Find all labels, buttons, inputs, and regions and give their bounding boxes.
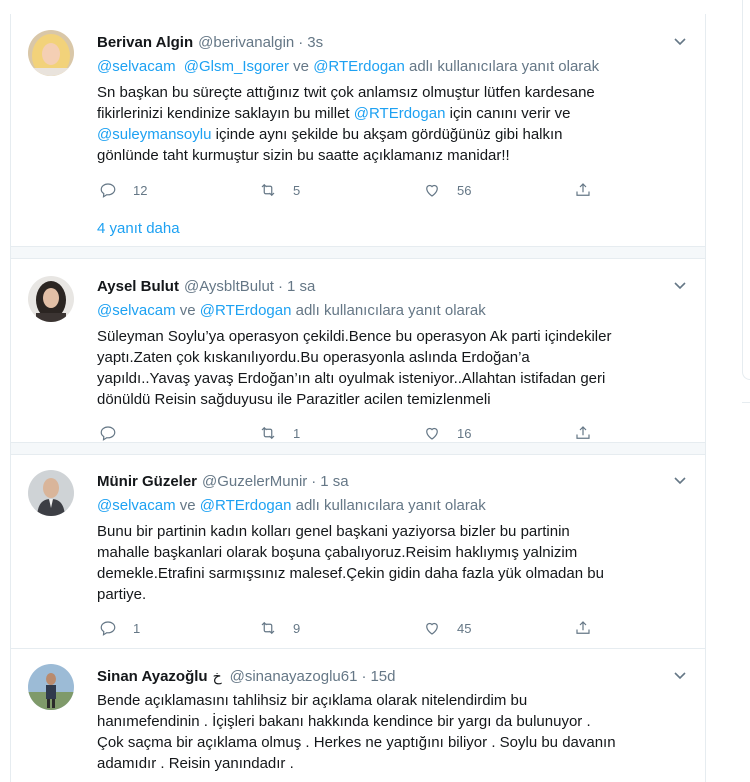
mention-link[interactable]: @selvacam [97, 58, 176, 75]
retweet-icon [259, 181, 277, 199]
retweet-icon [259, 424, 277, 442]
like-icon [423, 424, 441, 442]
chevron-down-icon[interactable] [673, 473, 687, 487]
mention-link[interactable]: @Glsm_Isgorer [183, 58, 290, 75]
chevron-down-icon[interactable] [673, 668, 687, 682]
like-icon [423, 181, 441, 199]
tweet[interactable] [11, 260, 705, 443]
user-handle[interactable]: @GuzelerMunir [202, 472, 308, 490]
mention-link[interactable]: @suleymansoylu [97, 126, 212, 143]
text-line: gönlünde taht kurmuştur sizin bu saatte açıklamanız manidar!! [97, 147, 510, 164]
right-sidebar-divider [742, 402, 750, 403]
timestamp[interactable]: 15d [370, 667, 396, 685]
retweet-button[interactable] [259, 424, 300, 442]
timestamp[interactable]: 1 sa [286, 277, 316, 295]
reply-icon [99, 424, 117, 442]
avatar[interactable] [28, 276, 74, 322]
like-count: 16 [457, 425, 472, 441]
tweet-header [97, 32, 323, 52]
share-button[interactable] [574, 424, 592, 442]
user-handle[interactable]: @sinanayazoglu61 [229, 667, 358, 685]
reply-button[interactable] [99, 181, 147, 199]
reply-icon [99, 181, 117, 199]
timeline [10, 14, 706, 782]
mention-link[interactable]: @selvacam [97, 302, 176, 319]
timestamp[interactable]: 3s [307, 33, 324, 51]
reply-button[interactable] [99, 424, 133, 442]
tweet[interactable] [11, 650, 705, 782]
retweet-button[interactable] [259, 619, 300, 637]
reply-suffix: adlı kullanıcılara yanıt olarak [291, 497, 486, 514]
share-button[interactable] [574, 181, 592, 199]
separator-dot: · [311, 472, 317, 490]
right-sidebar-panel [742, 0, 750, 380]
reply-joiner: ve [289, 58, 314, 75]
share-icon [574, 424, 592, 442]
text-segment: içinde aynı şekilde bu akşam gördüğünüz gibi halkın [211, 126, 563, 143]
avatar[interactable] [28, 664, 74, 710]
mention-link[interactable]: @RTErdogan [313, 58, 405, 75]
like-button[interactable] [423, 619, 471, 637]
separator-dot: · [298, 33, 304, 51]
mention-link[interactable]: @RTErdogan [199, 497, 292, 514]
chevron-down-icon[interactable] [673, 34, 687, 48]
reply-context [97, 57, 599, 77]
like-button[interactable] [423, 424, 471, 442]
tweet-text [97, 82, 677, 166]
reply-joiner: ve [175, 302, 200, 319]
thread-separator [11, 247, 705, 259]
reply-suffix: adlı kullanıcılara yanıt olarak [291, 302, 486, 319]
display-name[interactable]: Aysel Bulut [97, 277, 179, 295]
chevron-down-icon[interactable] [673, 278, 687, 292]
avatar[interactable] [28, 470, 74, 516]
mention-link[interactable]: @RTErdogan [199, 302, 292, 319]
tweet-text: Süleyman Soylu’ya operasyon çekildi.Bence bu operasyon Ak parti içindekiler yaptı.Zaten çok kıskanılıyordu.Bu operasyonla aslında Erdoğan’a yapıldı..Yavaş yavaş Erdoğan’ın altı oyulmak isteniyor..Allahtan istifadan geri dönüldü Reisin sağduyusu ile Parazitler acilen temizlenmeli [97, 328, 612, 408]
avatar[interactable] [28, 30, 74, 76]
reply-suffix: adlı kullanıcılara yanıt olarak [404, 58, 600, 75]
text-line: Sn başkan bu süreçte attığınız twit çok anlamsız olmuştur lütfen kardesane [97, 84, 595, 101]
tweet-actions [99, 424, 599, 444]
tweet-actions [99, 181, 599, 201]
name-emblem: خ [212, 667, 222, 684]
reply-joiner: ve [175, 497, 200, 514]
reply-count: 12 [133, 182, 148, 198]
display-name[interactable]: Münir Güzeler [97, 472, 198, 490]
share-icon [574, 181, 592, 199]
separator-dot: · [361, 667, 367, 685]
tweet[interactable] [11, 14, 705, 247]
show-more-replies-link[interactable]: 4 yanıt daha [97, 220, 180, 237]
mention-link[interactable]: @RTErdogan [353, 105, 446, 122]
reply-icon [99, 619, 117, 637]
retweet-count: 5 [293, 182, 301, 198]
reply-context [97, 301, 486, 321]
like-count: 45 [457, 620, 472, 636]
share-icon [574, 619, 592, 637]
text-segment: için canını verir ve [445, 105, 571, 122]
share-button[interactable] [574, 619, 592, 637]
user-handle[interactable]: @AysbltBulut [183, 277, 274, 295]
retweet-icon [259, 619, 277, 637]
reply-context [97, 496, 486, 516]
tweet-text: Bende açıklamasını tahlihsiz bir açıklama olarak nitelendirdim bu hanımefendinin . İçişleri bakanı hakkında kendince bir yargı da bulunuyor . Çok saçma bir açıklama olmuş . Herkes ne yaptığını biliyor . Soylu bu davanın adamıdır . Reisin yanındadır . [97, 692, 616, 772]
retweet-count: 1 [293, 425, 301, 441]
mention-link[interactable]: @selvacam [97, 497, 176, 514]
separator-dot: · [277, 277, 283, 295]
display-name[interactable]: Sinan Ayazoğlu [97, 667, 208, 685]
retweet-count: 9 [293, 620, 301, 636]
tweet-header [97, 471, 349, 491]
text-segment: fikirlerinizi kendinize saklayın bu millet [97, 105, 354, 122]
timestamp[interactable]: 1 sa [320, 472, 349, 490]
tweet[interactable] [11, 455, 705, 649]
like-count: 56 [457, 182, 472, 198]
display-name[interactable]: Berivan Algin [97, 33, 194, 51]
tweet-actions [99, 619, 599, 639]
retweet-button[interactable] [259, 181, 300, 199]
tweet-header [97, 666, 395, 686]
like-icon [423, 619, 441, 637]
user-handle[interactable]: @berivanalgin [198, 33, 295, 51]
thread-separator [11, 443, 705, 455]
tweet-header [97, 276, 315, 296]
like-button[interactable] [423, 181, 471, 199]
tweet-text: Bunu bir partinin kadın kolları genel başkani yaziyorsa bizler bu partinin mahalle başkanlari olarak boşuna çabalıyoruz.Reisim haklıymış yalnizim demekle.Etrafini sarmışsınız malesef.Çekin gidin daha fazla yük olmadan bu partiye. [97, 523, 604, 603]
reply-button[interactable] [99, 619, 140, 637]
reply-count: 1 [133, 620, 141, 636]
